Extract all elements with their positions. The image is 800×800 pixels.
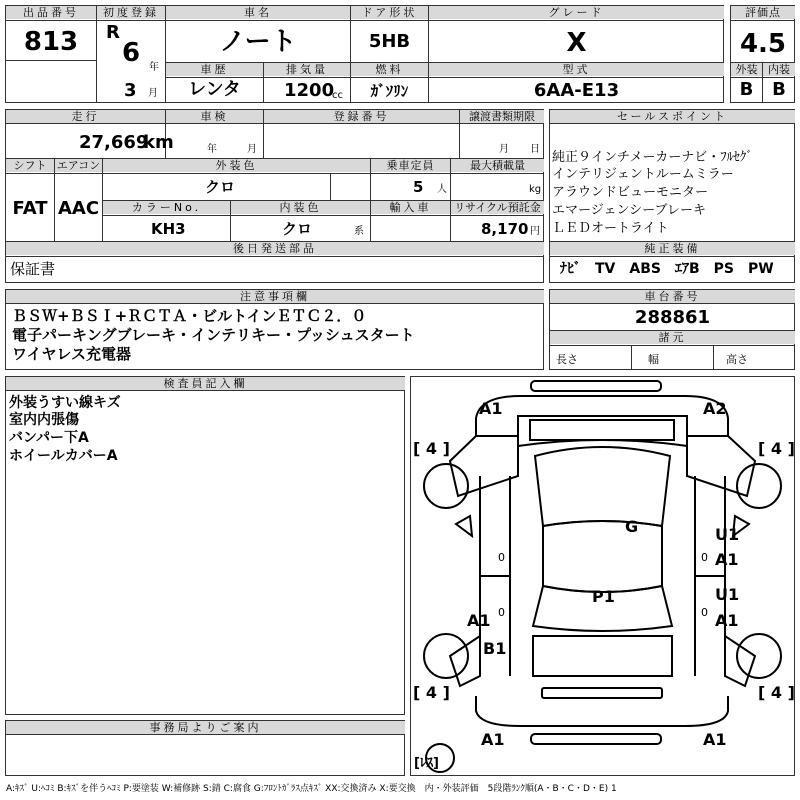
displacement: 1200 — [284, 80, 335, 101]
import-label: 輸入車 — [371, 201, 450, 214]
plate-label: 登録番号 — [264, 110, 459, 123]
legend: A:ｷｽﾞ U:ﾍｺﾐ B:ｷｽﾞを伴うﾍｺﾐ P:要塗装 W:補修跡 S:錆 C:腐食 G:ﾌﾛﾝﾄｶﾞﾗｽ点ｷｽﾞ XX:交換済み X:要交換 内・外装評価 5段階ﾗﾝｸ順(A・B・C・D・E) 1 — [6, 784, 617, 794]
damage-mark: A1 — [481, 730, 505, 749]
transfer-day-unit: 日 — [530, 144, 540, 155]
tire-tread-value: 4 — [425, 683, 438, 702]
tire-tread-value: 4 — [770, 683, 783, 702]
tire-zero-mark: 0 — [498, 606, 505, 619]
tire-tread: [ 4 ] — [758, 683, 795, 702]
height-label: 高さ — [726, 353, 748, 366]
ac-label: エアコン — [56, 159, 101, 172]
ext-grade: B — [739, 79, 754, 100]
chassis-label: 車台番号 — [550, 290, 795, 303]
lot-number: 813 — [23, 27, 79, 57]
grade: X — [566, 28, 587, 58]
tire-tread-value: 4 — [425, 439, 438, 458]
width-label: 幅 — [648, 353, 659, 366]
sales-line: インテリジェントルームミラー — [552, 167, 734, 182]
capacity-unit: 人 — [437, 184, 447, 195]
sales-line: ＬＥＤオートライト — [552, 221, 669, 236]
reg-year: 6 — [122, 38, 141, 68]
door-label: ドア形状 — [351, 6, 428, 19]
model-code: 6AA-E13 — [533, 80, 620, 101]
inspector-line: 室内内張傷 — [9, 412, 79, 428]
history-label: 車歴 — [166, 63, 263, 76]
int-color: クロ — [282, 220, 313, 238]
after-parts: 保証書 — [10, 260, 56, 278]
equipment: ﾅﾋﾞ TV ABS ｴｱB PS PW — [560, 261, 774, 277]
chassis-number: 288861 — [634, 307, 711, 328]
equip-label: 純正装備 — [550, 242, 795, 255]
model-label: 型式 — [429, 63, 724, 76]
length-label: 長さ — [556, 353, 578, 366]
car-outline — [410, 376, 795, 776]
fuel: ｶﾞｿﾘﾝ — [370, 82, 409, 100]
tire-tread: [ 4 ] — [413, 439, 450, 458]
ext-grade-label: 外装 — [731, 63, 762, 76]
damage-mark: B1 — [483, 639, 507, 658]
mileage-unit: km — [143, 132, 174, 153]
load-unit: kg — [529, 184, 542, 195]
sales-line: 純正９インチメーカーナビ・ﾌﾙｾｸﾞ — [552, 150, 753, 165]
ext-color-label: 外装色 — [103, 159, 370, 172]
lot-label: 出品番号 — [6, 6, 96, 19]
capacity: 5 — [413, 178, 424, 196]
transfer-label: 譲渡書類期限 — [460, 110, 544, 123]
int-color-label: 内装色 — [231, 201, 370, 214]
load-label: 最大積載量 — [451, 159, 544, 172]
note-line: ＢＳＷ+ＢＳＩ+ＲＣＴＡ・ビルトインＥＴＣ２．０ — [12, 307, 367, 325]
sales-line: エマージェンシーブレーキ — [552, 203, 706, 218]
shift-label: シフト — [6, 159, 54, 172]
after-parts-label: 後日発送部品 — [6, 242, 544, 255]
grade-label: グレード — [429, 6, 724, 19]
note-line: 電子パーキングブレーキ・インテリキー・プッシュスタート — [12, 326, 415, 344]
tire-zero-mark: 0 — [701, 606, 708, 619]
reg-month: 3 — [124, 80, 137, 101]
damage-mark: A1 — [479, 399, 503, 418]
inspector-line: 外装うすい線キズ — [9, 395, 121, 411]
dims-label: 諸元 — [550, 331, 795, 344]
int-grade: B — [772, 79, 786, 100]
inspector-line: ホイールカバーA — [9, 448, 118, 464]
recycle-label: リサイクル預託金 — [451, 201, 544, 214]
month-unit: 月 — [148, 88, 158, 99]
tire-zero-mark: 0 — [498, 551, 505, 564]
notes-label: 注意事項欄 — [6, 290, 544, 303]
score: 4.5 — [739, 29, 787, 59]
cc-label: 排気量 — [264, 63, 350, 76]
inspection-year-unit: 年 — [207, 144, 217, 155]
shift: FAT — [12, 198, 48, 219]
mileage: 27,669 — [79, 132, 149, 153]
damage-mark: A1 — [467, 611, 491, 630]
era: R — [106, 22, 120, 43]
damage-mark: U1 — [715, 525, 740, 544]
year-unit: 年 — [149, 62, 159, 73]
inspection-label: 車検 — [166, 110, 263, 123]
damage-mark: A1 — [715, 550, 739, 569]
int-grade-label: 内装 — [763, 63, 795, 76]
note-line: ワイヤレス充電器 — [12, 345, 131, 363]
car-name: ノート — [219, 27, 297, 57]
sales-label: セールスポイント — [550, 110, 795, 123]
transfer-month-unit: 月 — [499, 144, 509, 155]
damage-mark: A2 — [703, 399, 727, 418]
damage-mark: P1 — [592, 587, 615, 606]
int-color-suffix: 系 — [354, 226, 364, 237]
door-type: 5HB — [368, 31, 411, 52]
fuel-label: 燃料 — [351, 63, 428, 76]
cc-unit: cc — [332, 90, 343, 101]
spare-tire: [ﾚｽ] — [414, 756, 439, 771]
inspector-label: 検査員記入欄 — [6, 377, 405, 390]
inspector-line: バンパー下A — [9, 430, 89, 446]
damage-mark: A1 — [703, 730, 727, 749]
inspection-month-unit: 月 — [247, 144, 257, 155]
office-label: 事務局よりご案内 — [6, 721, 405, 734]
tire-tread: [ 4 ] — [758, 439, 795, 458]
color-no: KH3 — [151, 220, 186, 238]
tire-tread-value: 4 — [770, 439, 783, 458]
damage-mark: G — [625, 517, 639, 536]
capacity-label: 乗車定員 — [371, 159, 450, 172]
car-name-label: 車名 — [166, 6, 350, 19]
damage-mark: A1 — [715, 611, 739, 630]
score-label: 評価点 — [731, 6, 795, 19]
recycle-fee: 8,170 — [481, 220, 529, 238]
recycle-unit: 円 — [530, 226, 540, 237]
tire-zero-mark: 0 — [701, 551, 708, 564]
spare-tire-value: ﾚｽ — [419, 756, 433, 771]
mileage-label: 走行 — [6, 110, 165, 123]
ext-color: クロ — [205, 178, 236, 196]
color-no-label: カラーNo. — [103, 201, 230, 214]
ac: AAC — [57, 198, 100, 219]
tire-tread: [ 4 ] — [413, 683, 450, 702]
first-reg-label: 初度登録 — [97, 6, 165, 19]
history: レンタ — [188, 79, 241, 100]
damage-mark: U1 — [715, 585, 740, 604]
sales-line: アラウンドビューモニター — [552, 185, 709, 200]
